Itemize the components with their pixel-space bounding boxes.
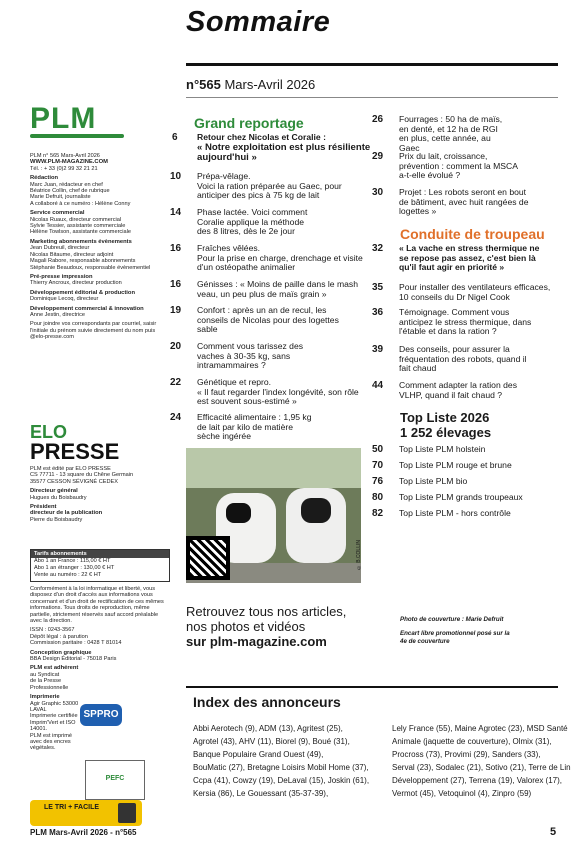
plm-logo <box>30 102 126 138</box>
cover-credit: Photo de couverture : Marie Defruit <box>400 616 504 623</box>
toc-entry[interactable] <box>170 306 380 338</box>
toc-page: 29 <box>372 151 384 162</box>
toc-text: Témoignage. Comment vous anticipez le stress thermique, dans l'étable et dans la ration ? <box>399 307 532 337</box>
elo-presse-logo <box>30 422 126 465</box>
toc-text: Voici la ration préparée au Gaec, pour anticiper des pics à 75 kg de lait <box>197 180 342 201</box>
page-number: 5 <box>550 826 557 838</box>
toc-page: 70 <box>372 460 384 471</box>
toc-page: 20 <box>170 341 182 352</box>
top-liste-entry[interactable] <box>372 477 572 489</box>
website-link[interactable]: sur plm-magazine.com <box>186 634 327 649</box>
toc-text: après un an de recul, les conseils de Nicolas pour des logettes sable <box>197 305 339 335</box>
adherent-text: au Syndicat de la Presse Professionnelle <box>30 671 69 691</box>
imprimerie-text: Agir Graphic 53000 LAVAL Imprimerie certifiée Imprim'Vert et ISO 14001. PLM est imprimé avec des encres végétales. <box>30 700 79 752</box>
conception-heading: Conception graphique <box>30 649 92 656</box>
president-name: Pierre du Boisbaudry <box>30 516 83 523</box>
page-title: Sommaire <box>186 6 331 38</box>
toc-entry[interactable] <box>372 345 572 379</box>
toc-text: Comment adapter la ration des VLHP, quand il fait chaud ? <box>399 380 517 400</box>
toc-text: Projet : Les robots seront en bout de bâtiment, avec huit rangées de logettes » <box>399 187 529 217</box>
elo-text: ELO <box>30 422 68 442</box>
recycle-icon <box>118 803 136 823</box>
legal-text: Conformément à la loi informatique et liberté, vous disposez d'un droit d'accès aux informations vous concernant et d'un droit de rectification de ces mêmes informations. Tous droits de reproduction, même partielle, strictement réservés sauf accord préalable avec la direction. <box>30 586 164 625</box>
toc-page: 16 <box>170 279 182 290</box>
pefc-text: PEFC <box>105 775 125 782</box>
toc-text: Prix du lait, croissance, prévention : comment la MSCA a-t-elle évolué ? <box>399 151 518 181</box>
toc-page: 36 <box>372 307 384 318</box>
index-line: Procross (73), Provimi (29), Sanders (33), <box>392 750 541 759</box>
marketing-list: Jean Dubreuil, directeur Nicolas Bitaume, directeur adjoint Magali Rabore, responsable abonnements Stéphanie Beaudoux, responsable évènementiel <box>30 245 151 271</box>
toc-title: Confort : <box>197 305 230 315</box>
index-line: Animale (jaquette de couverture), Olmix (31), <box>392 737 552 746</box>
index-line: Ccpa (41), Cowzy (19), DeLaval (15), Joskin (61), <box>193 776 370 785</box>
contact-text: Pour joindre vos correspondants par courriel, saisir l'initiale du prénom suivie directement du nom puis @elo-presse.com <box>30 321 157 341</box>
toc-title: Prépa-vêlage. <box>197 171 251 181</box>
toc-text: Top Liste PLM grands troupeaux <box>399 492 523 502</box>
triman-text: LE TRI + FACILE <box>44 804 100 811</box>
toc-title: Retour chez Nicolas et Coralie : <box>197 132 326 142</box>
toc-text: Fourrages : 50 ha de maïs, en denté, et 12 ha de RGI en plus, cette année, au Gaec <box>399 114 503 153</box>
toc-text: Des conseils, pour assurer la fréquentation des robots, quand il fait chaud <box>399 344 527 374</box>
toc-page: 50 <box>372 444 384 455</box>
index-col-2 <box>392 722 571 800</box>
toc-entry[interactable] <box>372 381 572 405</box>
depot-legal: Dépôt légal : à parution <box>30 633 88 640</box>
toc-page: 16 <box>170 243 182 254</box>
toc-text: « Moins de paille dans le mash veau, un peu plus de maïs grain » <box>197 279 358 299</box>
toc-entry[interactable] <box>372 114 572 153</box>
top-liste-entry[interactable] <box>372 493 572 505</box>
index-title: Index des annonceurs <box>193 694 341 710</box>
toc-page: 44 <box>372 380 384 391</box>
toc-page: 22 <box>170 377 182 388</box>
pefc-logo <box>85 760 145 800</box>
devcom-text: Anne Jestin, directrice <box>30 311 86 318</box>
president-heading: Président directeur de la publication <box>30 504 103 517</box>
promo-line: Retrouvez tous nos articles, <box>186 604 347 619</box>
tarif-numero: Vente au numéro : 22 € HT <box>34 572 102 578</box>
toc-entry[interactable] <box>170 413 380 445</box>
toc-page: 35 <box>372 282 384 293</box>
top-liste-title: Top Liste 2026 <box>400 410 490 425</box>
preprint-heading: Pré-presse impression <box>30 273 93 280</box>
toc-title: Phase lactée. <box>197 207 250 217</box>
issue-line <box>186 77 315 92</box>
presse-text: PRESSE <box>30 439 120 464</box>
toc-entry[interactable] <box>170 172 380 204</box>
toc-page: 32 <box>372 243 384 254</box>
dev-text: Dominique Lecoq, directeur <box>30 296 99 303</box>
adherent-heading: PLM est adhérent <box>30 665 79 672</box>
edited-by: PLM est édité par ELO PRESSE CS 77711 - 13 square du Chêne Germain 35577 CESSON SÉVIGNÉ CEDEX <box>30 466 134 485</box>
toc-page: 14 <box>170 207 182 218</box>
toc-text: Top Liste PLM bio <box>399 476 468 486</box>
divider <box>186 97 558 98</box>
toc-entry[interactable] <box>372 308 572 342</box>
toc-text: « La vache en stress thermique ne se repose pas assez, c'est bien là qu'il faut agir en priorité » <box>399 243 540 273</box>
masthead: PLM n° 565 Mars-Avril 2026 <box>30 153 100 159</box>
tarifs-heading: Tarifs abonnements <box>31 550 169 558</box>
toc-page: 24 <box>170 412 182 423</box>
dg-name: Hugues du Boisbaudry <box>30 494 87 501</box>
toc-page: 82 <box>372 508 384 519</box>
commission: Commission paritaire : 0428 T 81014 <box>30 640 122 647</box>
issue-date: Mars-Avril 2026 <box>224 77 316 92</box>
toc-page: 76 <box>372 476 384 487</box>
toc-text: Top Liste PLM holstein <box>399 444 486 454</box>
preprint-text: Thierry Ancroux, directeur production <box>30 280 122 287</box>
website-promo <box>186 604 376 649</box>
index-line: Agrotel (43), AHV (11), Biorel (9), Boué (31), <box>193 737 350 746</box>
marketing-heading: Marketing abonnements évènements <box>30 238 132 245</box>
toc-page: 39 <box>372 344 384 355</box>
toc-entry[interactable] <box>170 342 380 374</box>
toc-entry[interactable] <box>170 280 380 302</box>
toc-text: 1,95 kg de lait par kilo de matière sèche ingérée <box>197 412 312 442</box>
promo-line: nos photos et vidéos <box>186 619 306 634</box>
toc-entry[interactable] <box>170 133 380 169</box>
toc-title: Fraîches vêlées. <box>197 243 261 253</box>
tarifs-box <box>30 549 170 582</box>
index-line: BouMatic (27), Bretagne Loisirs Mobil Home (37), <box>193 763 369 772</box>
toc-entry[interactable] <box>170 244 380 276</box>
tarif-france: Abo 1 an France : 115,00 € HT <box>34 558 111 564</box>
cover-notes <box>400 616 570 646</box>
redaction-heading: Rédaction <box>30 175 59 182</box>
phone: Tél. : + 33 (0)2 99 32 21 21 <box>30 165 98 172</box>
top-liste-entry[interactable] <box>372 445 572 457</box>
toc-title: Efficacité alimentaire : <box>197 412 281 422</box>
index-line: Serval (23), Sodalec (21), Sotivo (21), Terre de Lin <box>392 763 571 772</box>
toc-page: 19 <box>170 305 182 316</box>
toc-entry[interactable] <box>372 283 572 307</box>
commercial-list: Nicolas Ruaux, directeur commercial Sylvie Tessier, assistante commerciale Hélène Towlson, assistante commerciale <box>30 216 131 236</box>
index-line: Kersia (86), Le Gouessant (35-37-39), <box>193 789 329 798</box>
dg-heading: Directeur général <box>30 488 78 495</box>
top-liste-subtitle: 1 252 élevages <box>400 425 492 440</box>
logo-text: PLM <box>30 102 97 135</box>
toc-text: Pour installer des ventilateurs efficaces, 10 conseils du Dr Nigel Cook <box>399 282 551 302</box>
index-line: Développement (27), Terrena (19), Valorex (17), <box>392 776 563 785</box>
divider <box>186 63 558 66</box>
issn: ISSN : 0243-3567 <box>30 627 75 634</box>
legal-block <box>30 586 170 755</box>
toc-page: 10 <box>170 171 182 182</box>
triman-logo <box>30 800 142 826</box>
toc-entry[interactable] <box>372 152 572 186</box>
toc-page: 26 <box>372 114 384 125</box>
index-col-1 <box>193 722 369 800</box>
toc-text: Voici comment Coralie applique la méthode des 8 litres, dès le 2e jour <box>197 207 308 237</box>
toc-entry[interactable] <box>372 188 572 222</box>
dev-heading: Développement éditorial & production <box>30 289 135 296</box>
redaction-list: Marc Juan, rédacteur en chef Béatrice Collin, chef de rubrique Marie Defruit, journaliste A collaboré à ce numéro : Hélène Conny <box>30 181 131 207</box>
footer-issue: PLM Mars-Avril 2026 - n°565 <box>30 828 137 837</box>
toc-entry[interactable] <box>170 378 380 410</box>
issue-number: n°565 <box>186 77 221 92</box>
toc-text: Comment vous tarissez des vaches à 30-35 kg, sans intramammaires ? <box>197 341 304 371</box>
divider <box>186 686 558 688</box>
tarif-etranger: Abo 1 an étranger : 130,00 € HT <box>34 565 115 571</box>
toc-text: Top Liste PLM rouge et brune <box>399 460 512 470</box>
index-line: Lely France (55), Maine Agrotec (23), MSD Santé <box>392 724 568 733</box>
index-line: Abbi Aerotech (9), ADM (13), Agritest (25), <box>193 724 343 733</box>
toc-text: « Il faut regarder l'index longévité, son rôle est souvent sous-estimé » <box>197 386 359 407</box>
top-liste-entry[interactable] <box>372 509 572 521</box>
toc-title: Génisses : <box>197 279 238 289</box>
photo-credit: © B.COLLIN <box>356 540 362 571</box>
conception-text: BBA Design Éditorial - 75018 Paris <box>30 656 117 663</box>
toc-page: 6 <box>172 132 178 143</box>
encart-note: Encart libre promotionnel posé sur la 4e de couverture <box>400 630 510 645</box>
section-conduite-troupeau: Conduite de troupeau <box>400 226 545 242</box>
site-link[interactable]: WWW.PLM-MAGAZINE.COM <box>30 159 108 166</box>
toc-page: 30 <box>372 187 384 198</box>
toc-entry[interactable] <box>170 208 380 240</box>
publisher-block <box>30 466 170 526</box>
toc-entry[interactable] <box>372 244 572 278</box>
qr-code[interactable] <box>186 536 230 580</box>
commercial-heading: Service commercial <box>30 210 85 217</box>
index-line: Banque Populaire Grand Ouest (49), <box>193 750 324 759</box>
toc-quote: « Notre exploitation est plus résiliente aujourd'hui » <box>197 141 371 164</box>
index-line: Vermot (45), Vetoquinol (4), Zinpro (59) <box>392 789 532 798</box>
toc-text: Pour la prise en charge, drenchage et visite d'un ostéopathe animalier <box>197 252 363 273</box>
toc-page: 80 <box>372 492 384 503</box>
section-grand-reportage: Grand reportage <box>194 115 304 131</box>
toc-text: Top Liste PLM - hors contrôle <box>399 508 511 518</box>
top-liste-entry[interactable] <box>372 461 572 473</box>
imprimerie-heading: Imprimerie <box>30 694 60 701</box>
sppro-logo: SPPRO <box>80 704 122 726</box>
toc-title: Génétique et repro. <box>197 377 272 387</box>
devcom-heading: Développement commercial & innovation <box>30 305 144 312</box>
masthead-block <box>30 153 170 344</box>
